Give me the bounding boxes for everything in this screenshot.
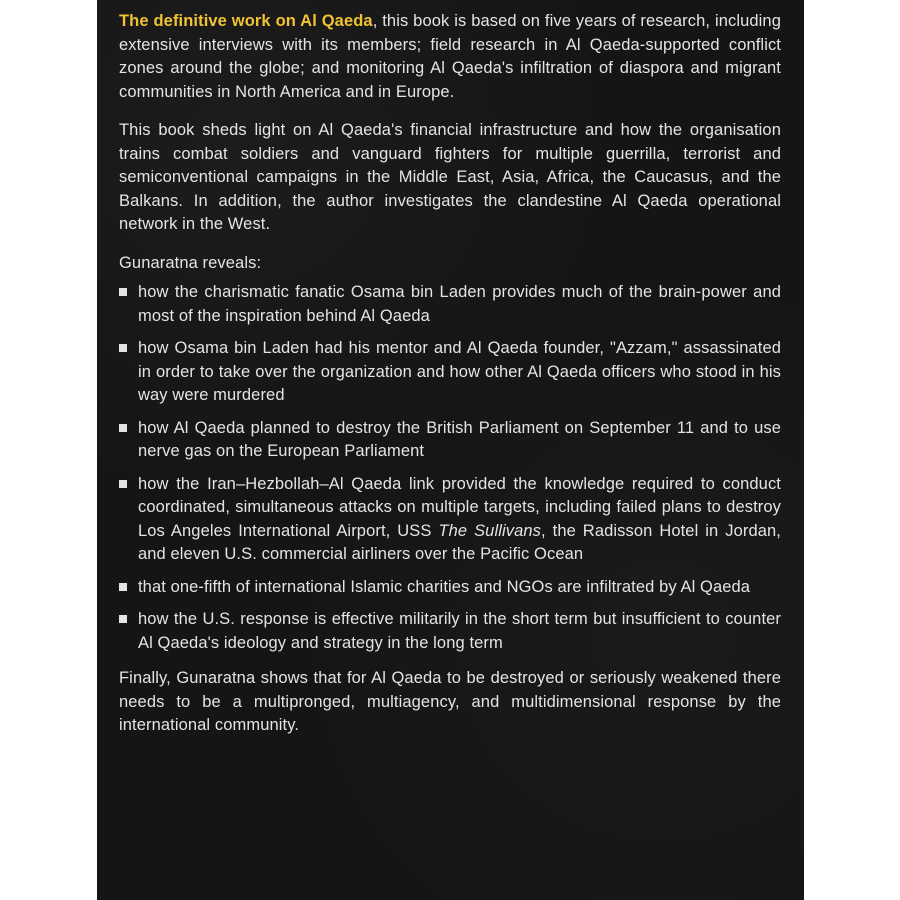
list-item: how Osama bin Laden had his mentor and Al Qaeda founder, "Azzam," assassinated in order to take over the organization and how other Al Qaeda officers who stood in his way were murdered xyxy=(119,337,781,408)
bullet-square-icon xyxy=(119,424,127,432)
reveals-heading: Gunaratna reveals: xyxy=(119,253,262,272)
blurb-text xyxy=(119,10,781,753)
bullet-square-icon xyxy=(119,615,127,623)
bullet-square-icon xyxy=(119,480,127,488)
description-paragraph: This book sheds light on Al Qaeda's financial infrastructure and how the organisation trains combat soldiers and vanguard fighters for multiple guerrilla, terrorist and semiconventional campaigns in the Middle East, Asia, Africa, the Caucasus, and the Balkans. In addition, the author investigates the clandestine Al Qaeda operational network in the West. xyxy=(119,121,781,233)
intro-lead: The definitive work on Al Qaeda xyxy=(119,12,373,30)
list-item: how the charismatic fanatic Osama bin Laden provides much of the brain-power and most of the inspiration behind Al Qaeda xyxy=(119,281,781,328)
intro-paragraph xyxy=(119,10,781,104)
list-item: that one-fifth of international Islamic charities and NGOs are infiltrated by Al Qaeda xyxy=(119,576,781,600)
closing-paragraph: Finally, Gunaratna shows that for Al Qaeda to be destroyed or seriously weakened there needs to be a multipronged, multiagency, and multidimensional response by the international community. xyxy=(119,669,781,734)
ship-name: The Sullivans xyxy=(438,521,542,540)
reveals-list xyxy=(119,281,781,655)
bullet-square-icon xyxy=(119,344,127,352)
intro-rest: , this book is based on five years of research, including extensive interviews with its members; field research in Al Qaeda-supported conflict zones around the globe; and monitoring Al Qaeda's infiltration of diaspora and migrant communities in North America and in Europe. xyxy=(119,12,781,101)
list-item: how the Iran–Hezbollah–Al Qaeda link provided the knowledge required to conduct coordinated, simultaneous attacks on multiple targets, including failed plans to destroy Los Angeles International Airport, USS The Sullivans, the Radisson Hotel in Jordan, and eleven U.S. commercial airliners over the Pacific Ocean xyxy=(119,473,781,567)
list-item: how the U.S. response is effective militarily in the short term but insufficient to counter Al Qaeda's ideology and strategy in the long term xyxy=(119,608,781,655)
book-back-cover xyxy=(97,0,804,900)
list-item: how Al Qaeda planned to destroy the British Parliament on September 11 and to use nerve gas on the European Parliament xyxy=(119,417,781,464)
bullet-square-icon xyxy=(119,583,127,591)
bullet-square-icon xyxy=(119,288,127,296)
